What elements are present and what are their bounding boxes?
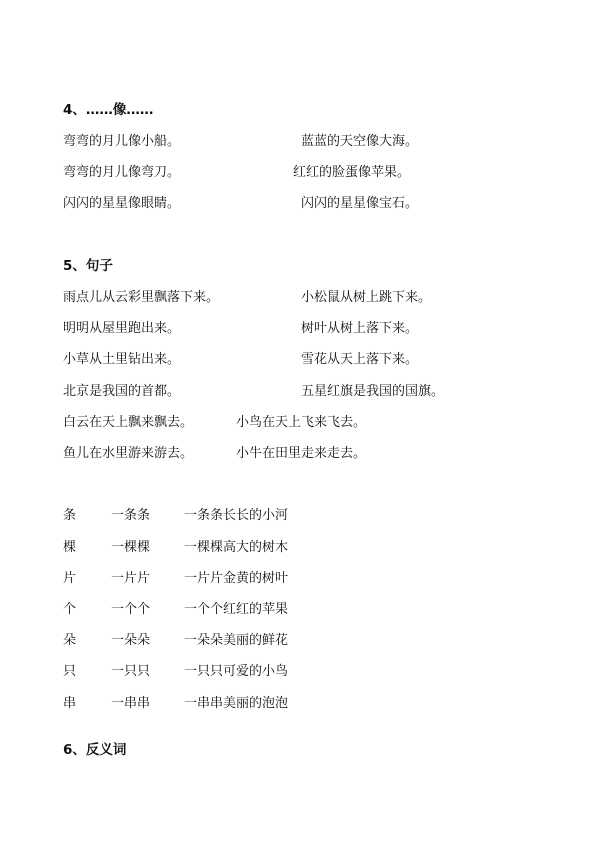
section-5-row-6-left: 鱼儿在水里游来游去。: [63, 446, 194, 461]
section-5-heading: 5、句子: [63, 258, 113, 274]
measure-word-double: 一片片: [111, 571, 151, 586]
measure-word: 棵: [63, 540, 77, 555]
section-5-row-6-right: 小牛在田里走来走去。: [236, 446, 367, 461]
measure-word: 片: [63, 571, 77, 586]
section-4-row-1-left: 弯弯的月儿像小船。: [63, 134, 181, 149]
section-5-row-2-right: 树叶从树上落下来。: [301, 321, 419, 336]
measure-word-phrase: 一棵棵高大的树木: [184, 540, 289, 555]
measure-word-phrase: 一条条长长的小河: [184, 508, 289, 523]
measure-word-double: 一只只: [111, 664, 151, 679]
measure-word: 个: [63, 602, 77, 617]
section-4-row-2-left: 弯弯的月儿像弯刀。: [63, 165, 181, 180]
section-5-row-5-right: 小鸟在天上飞来飞去。: [236, 415, 367, 430]
measure-word-double: 一个个: [111, 602, 151, 617]
section-5-row-4-left: 北京是我国的首都。: [63, 384, 181, 399]
section-4-row-1-right: 蓝蓝的天空像大海。: [301, 134, 419, 149]
section-5-row-5-left: 白云在天上飘来飘去。: [63, 415, 194, 430]
measure-word-double: 一棵棵: [111, 540, 151, 555]
section-5-row-3-left: 小草从土里钻出来。: [63, 352, 181, 367]
section-5-row-4-right: 五星红旗是我国的国旗。: [301, 384, 445, 399]
section-4-row-3-right: 闪闪的星星像宝石。: [301, 196, 419, 211]
measure-word-phrase: 一朵朵美丽的鲜花: [184, 633, 289, 648]
section-4-row-3-left: 闪闪的星星像眼睛。: [63, 196, 181, 211]
measure-word-double: 一条条: [111, 508, 151, 523]
measure-word-double: 一串串: [111, 696, 151, 711]
section-4-heading: 4、……像……: [63, 102, 154, 118]
measure-word: 条: [63, 508, 77, 523]
measure-word-phrase: 一只只可爱的小鸟: [184, 664, 289, 679]
measure-word: 串: [63, 696, 77, 711]
measure-word: 只: [63, 664, 77, 679]
measure-word-phrase: 一片片金黄的树叶: [184, 571, 289, 586]
section-4-row-2-right: 红红的脸蛋像苹果。: [293, 165, 411, 180]
measure-word: 朵: [63, 633, 77, 648]
measure-word-phrase: 一串串美丽的泡泡: [184, 696, 289, 711]
section-5-row-3-right: 雪花从天上落下来。: [301, 352, 419, 367]
section-5-row-1-right: 小松鼠从树上跳下来。: [301, 290, 432, 305]
section-5-row-1-left: 雨点儿从云彩里飘落下来。: [63, 290, 220, 305]
measure-word-double: 一朵朵: [111, 633, 151, 648]
section-5-row-2-left: 明明从屋里跑出来。: [63, 321, 181, 336]
section-6-heading: 6、反义词: [63, 742, 127, 758]
measure-word-phrase: 一个个红红的苹果: [184, 602, 289, 617]
